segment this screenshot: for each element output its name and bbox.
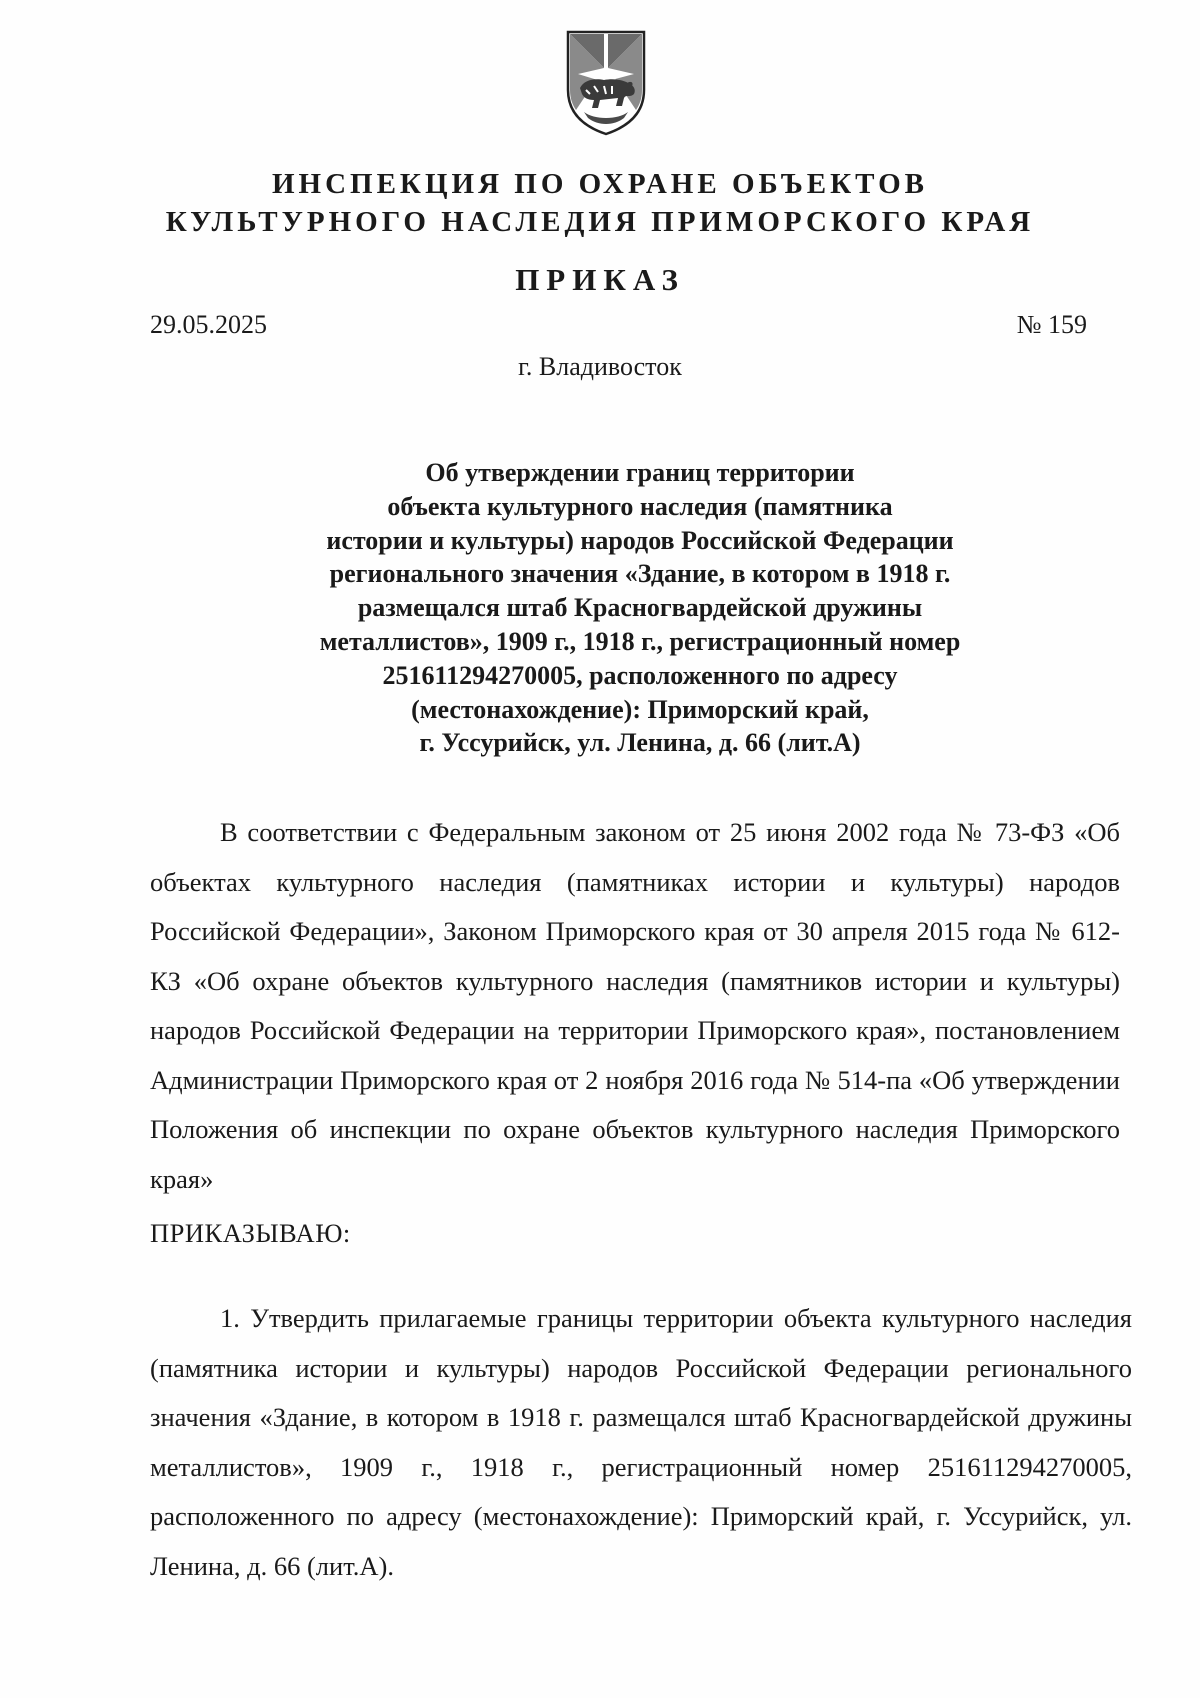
- organization-name-line-1: ИНСПЕКЦИЯ ПО ОХРАНЕ ОБЪЕКТОВ: [271, 168, 929, 200]
- title-line: (местонахождение): Приморский край,: [411, 694, 869, 724]
- title-line: г. Уссурийск, ул. Ленина, д. 66 (лит.А): [419, 728, 861, 758]
- order-item-1: 1. Утвердить прилагаемые границы территории объекта культурного наследия (памятника истории и культуры) народов Российской Федерации регионального значения «Здание, в котором в 1918 г. размещался штаб Красногвардейской дружины металлистов», 1909 г., 1918 г., регистрационный номер 251611294270005, расположенного по адресу (местонахождение): Приморский край, г. Уссурийск, ул. Ленина, д. 66 (лит.А).: [150, 1303, 1132, 1581]
- decree-word: ПРИКАЗЫВАЮ:: [150, 1218, 351, 1248]
- title-line: 251611294270005, расположенного по адресу: [382, 660, 898, 690]
- order-title: [280, 456, 1000, 760]
- title-line: Об утверждении границ территории: [425, 458, 855, 487]
- issue-city: г. Владивосток: [518, 352, 682, 381]
- order-number: № 159: [1016, 310, 1087, 339]
- order-date: 29.05.2025: [150, 310, 267, 339]
- title-line: металлистов», 1909 г., 1918 г., регистрационный номер: [319, 626, 961, 656]
- title-line: регионального значения «Здание, в котором в 1918 г.: [329, 559, 951, 589]
- title-line: объекта культурного наследия (памятника: [387, 491, 893, 521]
- title-line: размещался штаб Красногвардейской дружины: [357, 593, 923, 623]
- preamble-paragraph: В соответствии с Федеральным законом от 25 июня 2002 года № 73-ФЗ «Об объектах культурного наследия (памятниках истории и культуры) народов Российской Федерации», Законом Приморского края от 30 апреля 2015 года № 612-КЗ «Об охране объектов культурного наследия (памятников истории и культуры) народов Российской Федерации на территории Приморского края», постановлением Администрации Приморского края от 2 ноября 2016 года № 514-па «Об утверждении Положения об инспекции по охране объектов культурного наследия Приморского края»: [150, 817, 1120, 1194]
- document-type: ПРИКАЗ: [515, 262, 685, 297]
- organization-name-line-2: КУЛЬТУРНОГО НАСЛЕДИЯ ПРИМОРСКОГО КРАЯ: [165, 206, 1035, 238]
- title-line: истории и культуры) народов Российской Федерации: [326, 525, 954, 555]
- coat-of-arms-icon: [564, 28, 648, 136]
